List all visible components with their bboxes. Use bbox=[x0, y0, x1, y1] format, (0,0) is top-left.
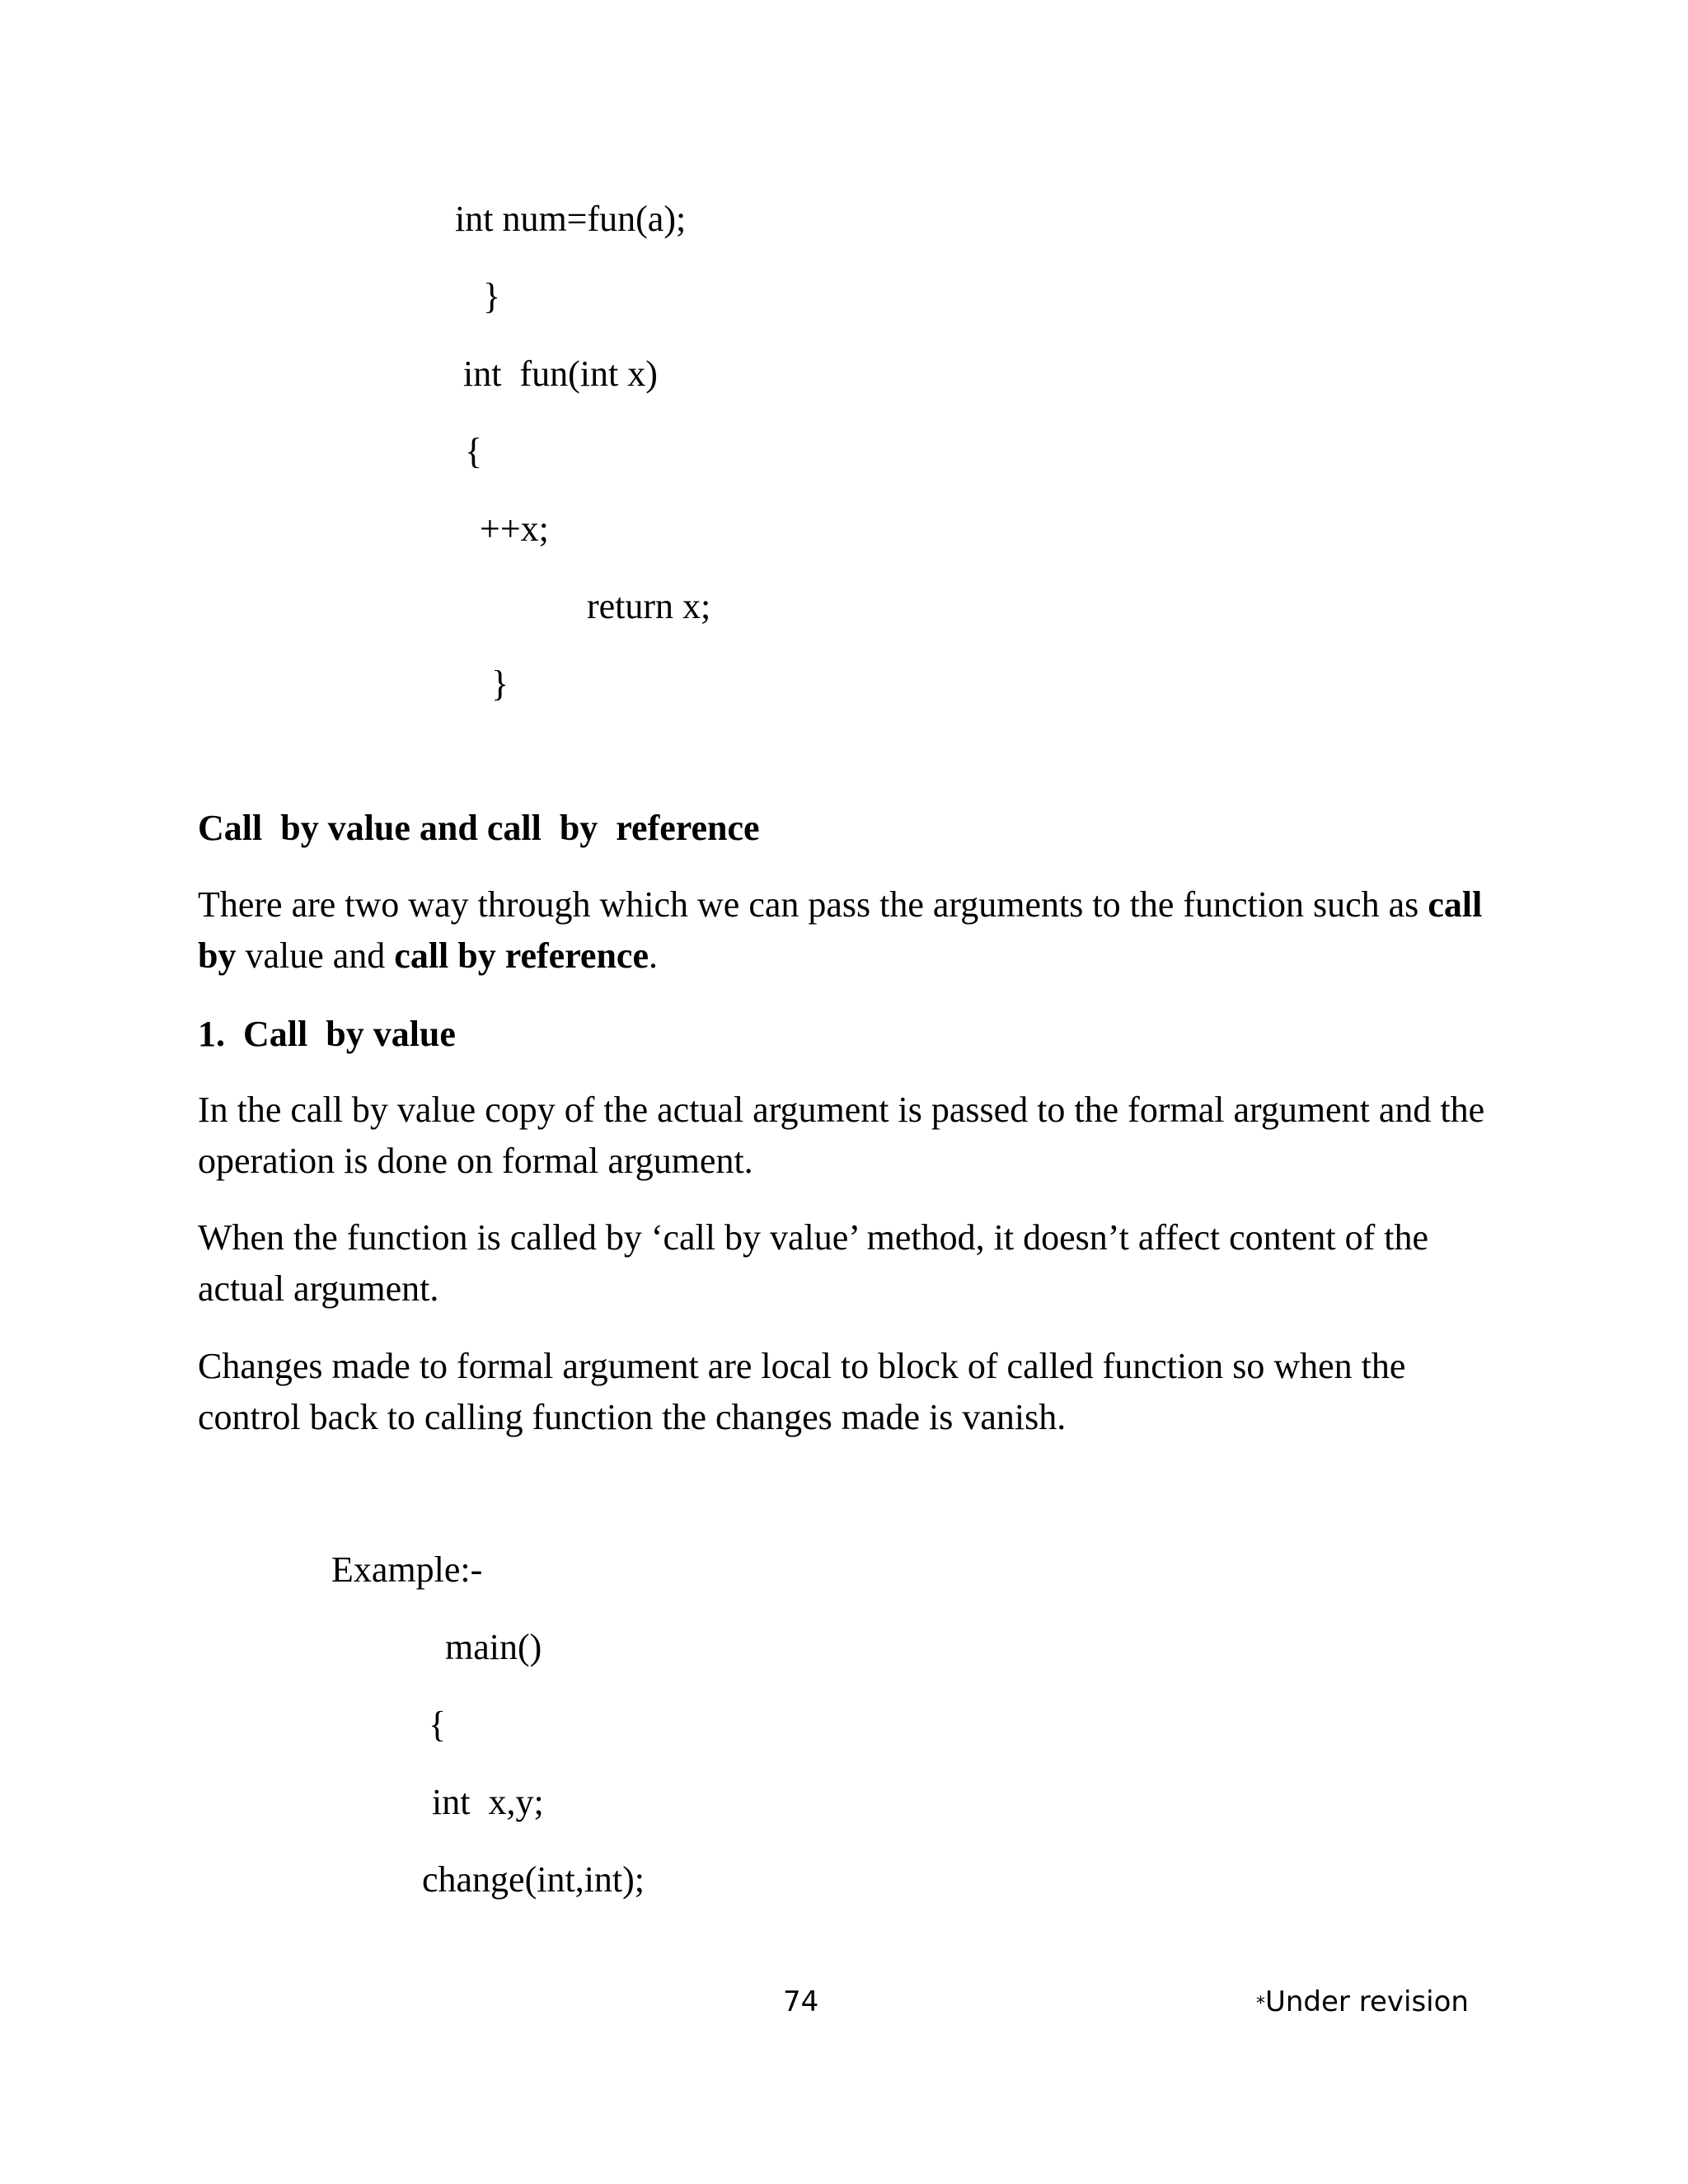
example-label: Example:- bbox=[331, 1549, 483, 1590]
intro-bold-text: call by reference bbox=[394, 935, 649, 976]
section-heading: Call by value and call by reference bbox=[198, 808, 760, 848]
code-line: main() bbox=[445, 1627, 542, 1667]
code-line: } bbox=[491, 663, 509, 704]
code-line: change(int,int); bbox=[422, 1859, 645, 1900]
revision-note bbox=[1256, 1985, 1469, 2018]
code-line: return x; bbox=[587, 586, 711, 626]
paragraph: In the call by value copy of the actual argument is passed to the formal argument and the operation is done on formal argument. bbox=[198, 1090, 1485, 1181]
asterisk: * bbox=[1256, 1994, 1265, 2014]
code-line: ++x; bbox=[480, 509, 549, 549]
intro-text: . bbox=[648, 935, 658, 976]
page-number: 74 bbox=[783, 1985, 819, 2018]
code-line: { bbox=[429, 1704, 447, 1745]
code-line: } bbox=[483, 276, 501, 316]
paragraph: When the function is called by ‘call by value’ method, it doesn’t affect content of the actual argument. bbox=[198, 1217, 1429, 1309]
code-line: int fun(int x) bbox=[463, 354, 658, 394]
code-line: int num=fun(a); bbox=[455, 199, 687, 239]
paragraph: Changes made to formal argument are local to block of called function so when the control back to calling function the changes made is vanish. bbox=[198, 1346, 1406, 1437]
intro-bold-text: call by bbox=[198, 884, 1483, 976]
code-line: int x,y; bbox=[432, 1782, 544, 1822]
intro-text: There are two way through which we can pass the arguments to the function such as bbox=[198, 884, 1428, 925]
revision-note-text: Under revision bbox=[1265, 1985, 1469, 2018]
intro-text: value and bbox=[236, 935, 395, 976]
subsection-heading: 1. Call by value bbox=[198, 1014, 456, 1054]
code-line: { bbox=[465, 431, 483, 471]
intro-paragraph bbox=[198, 879, 1508, 982]
